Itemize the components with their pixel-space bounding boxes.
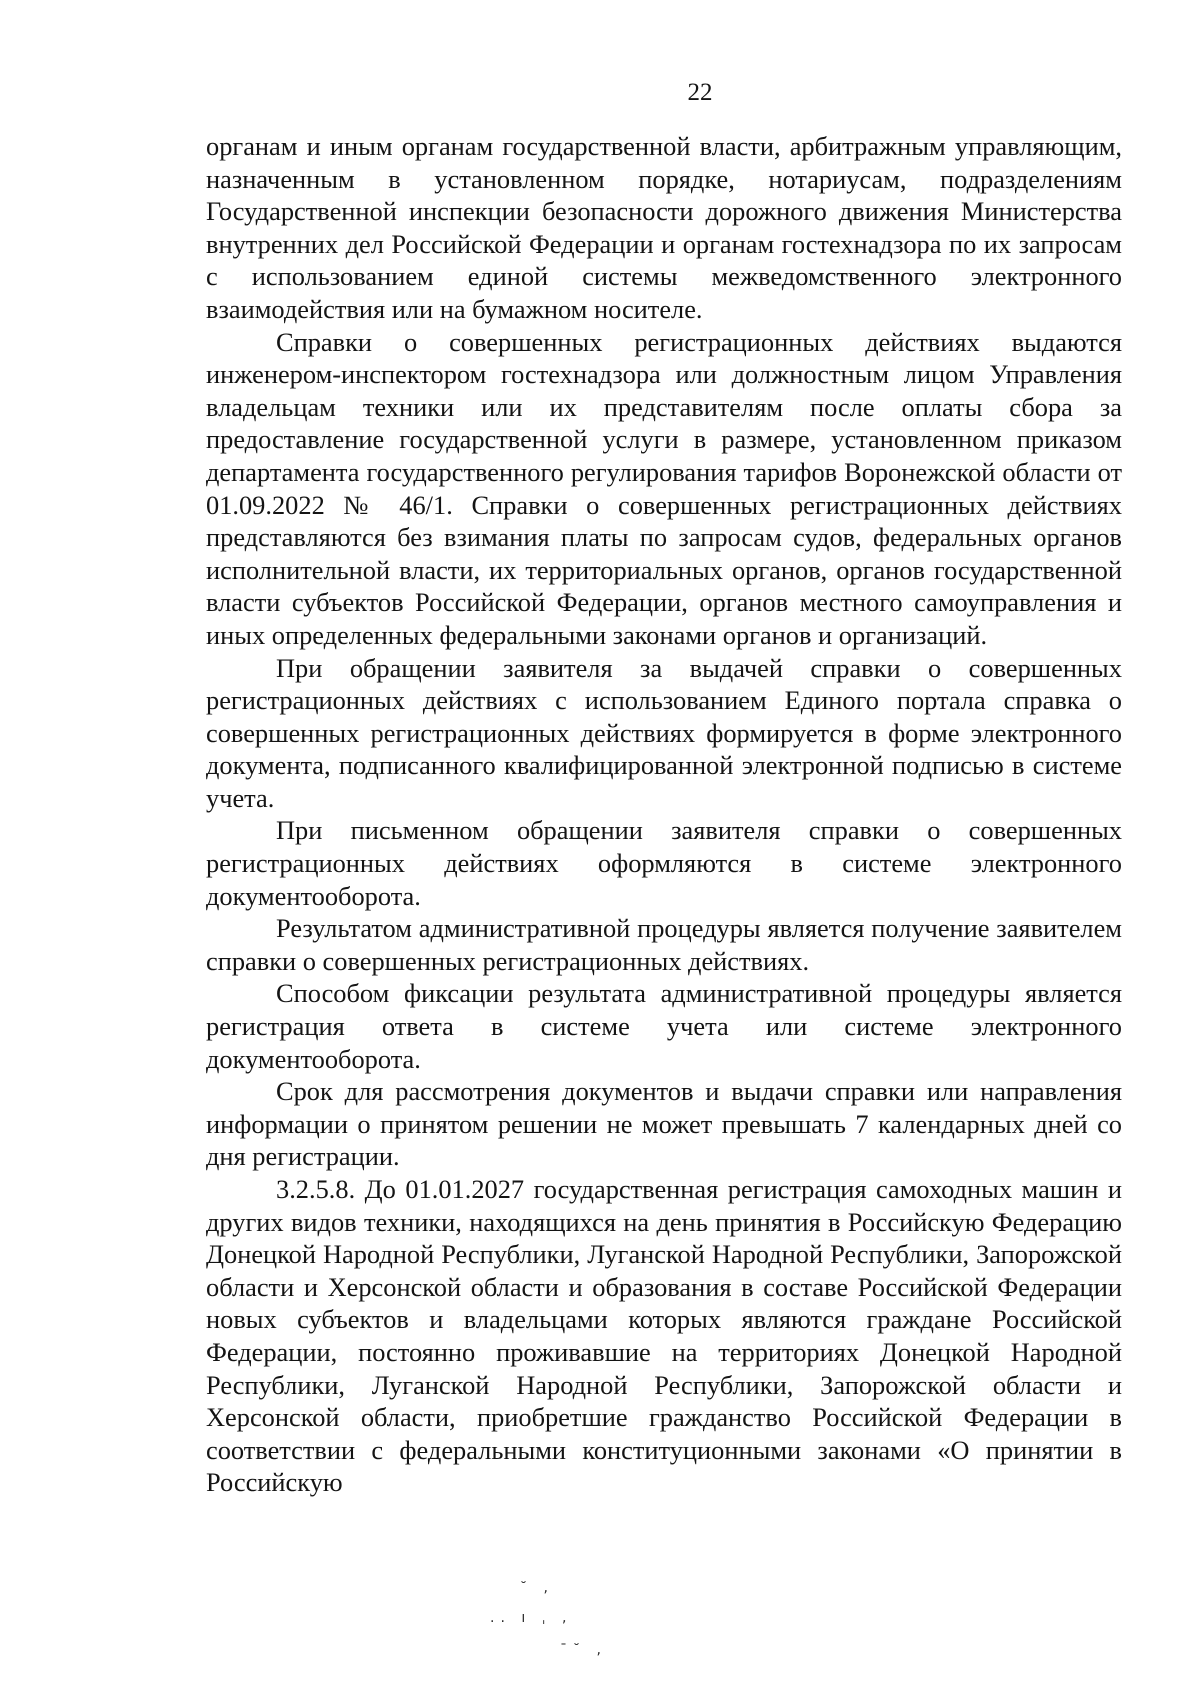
scan-artifact: ˉ˘ , <box>560 1642 607 1658</box>
paragraph-section-3-2-5-8: 3.2.5.8. До 01.01.2027 государственная регистрация самоходных машин и других видов техники, находящихся на день принятия в Российскую Федерацию Донецкой Народной Республики, Луганской Народной Республики, Запорожской области и Херсонской области и образования в составе Российской Федерации новых субъектов и владельцами которых являются граждане Российской Федерации, постоянно проживавшие на территориях Донецкой Народной Республики, Луганской Народной Республики, Запорожской области и Херсонской области, приобретшие гражданство Российской Федерации в соответствии с федеральными конституционными законами «О принятии в Российскую <box>206 1174 1122 1498</box>
paragraph-continuation: органам и иным органам государственной власти, арбитражным управляющим, назначенным в установленном порядке, нотариусам, подразделениям Государственной инспекции безопасности дорожного движения Министерства внутренних дел Российской Федерации и органам гостехнадзора по их запросам с использованием единой системы межведомственного электронного взаимодействия или на бумажном носителе. <box>206 131 1122 324</box>
scan-artifact: .. ı ˌ , <box>490 1610 573 1626</box>
scan-artifact: ˘ , <box>520 1580 554 1596</box>
paragraph-certificates-issuance: Справки о совершенных регистрационных действиях выдаются инженером-инспектором гостехнадзора или должностным лицом Управления владельцам техники или их представителям после оплаты сбора за предоставление государственной услуги в размере, установленном приказом департамента государственного регулирования тарифов Воронежской области от 01.09.2022 № 46/1. Справки о совершенных регистрационных действиях представляются без взимания платы по запросам судов, федеральных органов исполнительной власти, их территориальных органов, органов государственной власти субъектов Российской Федерации, органов местного самоуправления и иных определенных федеральными законами органов и организаций. <box>206 326 1122 650</box>
page-number: 22 <box>687 79 713 106</box>
document-body <box>206 130 1122 1499</box>
paragraph-review-period: Срок для рассмотрения документов и выдачи справки или направления информации о принятом решении не может превышать 7 календарных дней со дня регистрации. <box>206 1076 1122 1172</box>
paragraph-procedure-result: Результатом административной процедуры является получение заявителем справки о совершенных регистрационных действиях. <box>206 913 1122 976</box>
paragraph-written-request: При письменном обращении заявителя справки о совершенных регистрационных действиях оформляются в системе электронного документооборота. <box>206 815 1122 911</box>
paragraph-result-fixation: Способом фиксации результата административной процедуры является регистрация ответа в системе учета или системе электронного документооборота. <box>206 978 1122 1074</box>
paragraph-unified-portal: При обращении заявителя за выдачей справки о совершенных регистрационных действиях с использованием Единого портала справка о совершенных регистрационных действиях формируется в форме электронного документа, подписанного квалифицированной электронной подписью в системе учета. <box>206 652 1122 813</box>
